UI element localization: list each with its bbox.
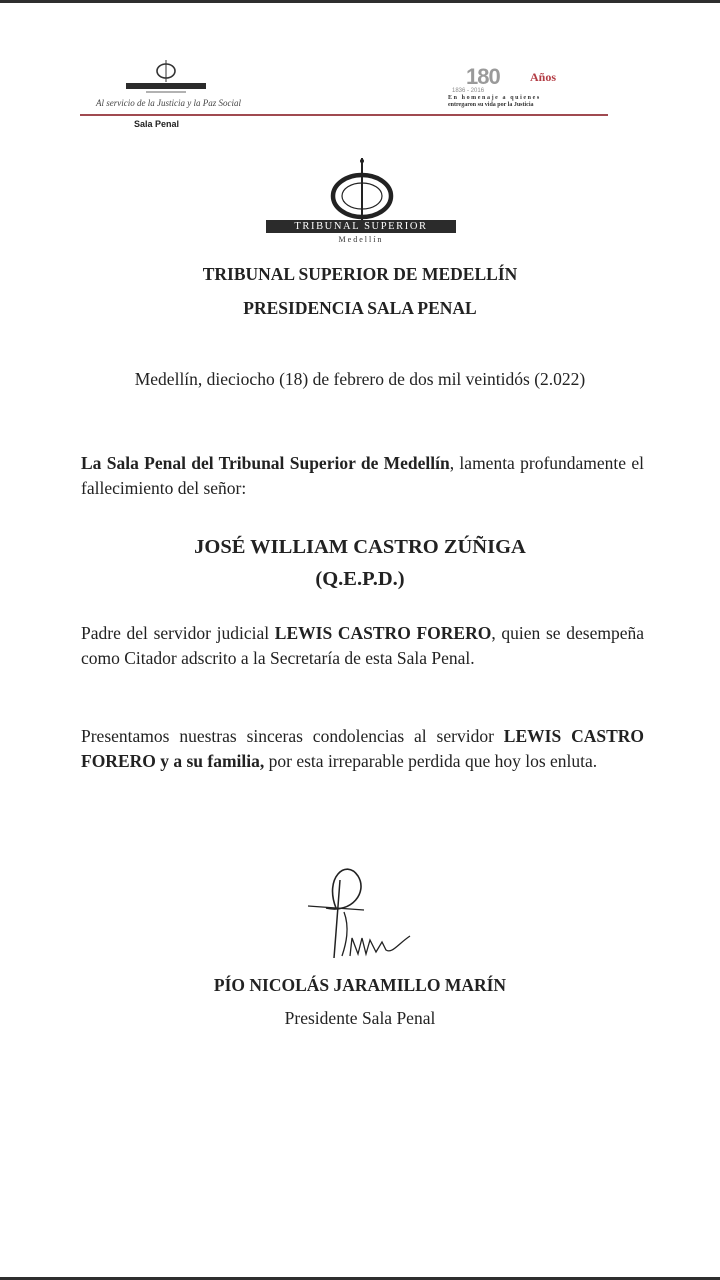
deceased-name: JOSÉ WILLIAM CASTRO ZÚÑIGA [194,536,526,558]
anniversary-badge [448,64,588,108]
paragraph-announcement [81,451,644,501]
anniversary-tagline-2: entregaron su vida por la Justicia [448,102,534,108]
small-tribunal-logo [126,60,206,96]
tribunal-logo [266,158,458,246]
document-subtitle: PRESIDENCIA SALA PENAL [243,298,477,318]
condolences-text-rest: por esta irreparable perdida que hoy los enluta. [264,751,598,771]
relation-text-rest: , quien se desempeña como Citador adscrito a la Secretaría de esta Sala Penal. [81,623,644,668]
anniversary-label: Años [530,70,557,84]
condolences-text-start: Presentamos nuestras sinceras condolencias al servidor [81,726,504,746]
paragraph-condolences [81,724,644,774]
top-frame-bar [0,0,720,3]
signer-name: PÍO NICOLÁS JARAMILLO MARÍN [213,975,507,995]
logo-band-text: TRIBUNAL SUPERIOR [266,220,456,233]
document-date: Medellín, dieciocho (18) de febrero de dos mil veintidós (2.022) [134,369,586,389]
relation-bold-name: LEWIS CASTRO FORERO [274,623,492,643]
anniversary-tagline-1: En homenaje a quienes [448,95,541,101]
handwritten-signature [306,858,426,964]
anniversary-years: 1836 - 2016 [452,88,485,94]
header-motto: Al servicio de la Justicia y la Paz Social [96,98,241,108]
signer-role: Presidente Sala Penal [284,1008,436,1028]
paragraph-relation [81,621,644,671]
announcement-bold: La Sala Penal del Tribunal Superior de Medellín [81,453,450,473]
deceased-note: (Q.E.P.D.) [315,568,405,590]
logo-city: Medellín [338,235,384,244]
header-section-label: Sala Penal [134,119,180,129]
document-title: TRIBUNAL SUPERIOR DE MEDELLÍN [202,264,518,284]
condolences-bold-name: LEWIS CASTRO FORERO y a su familia, [81,726,644,771]
relation-text-start: Padre del servidor judicial [81,623,275,643]
anniversary-number: 180 [466,64,500,89]
announcement-text: , lamenta profundamente el fallecimiento del señor: [81,453,645,498]
header-divider [80,114,608,116]
